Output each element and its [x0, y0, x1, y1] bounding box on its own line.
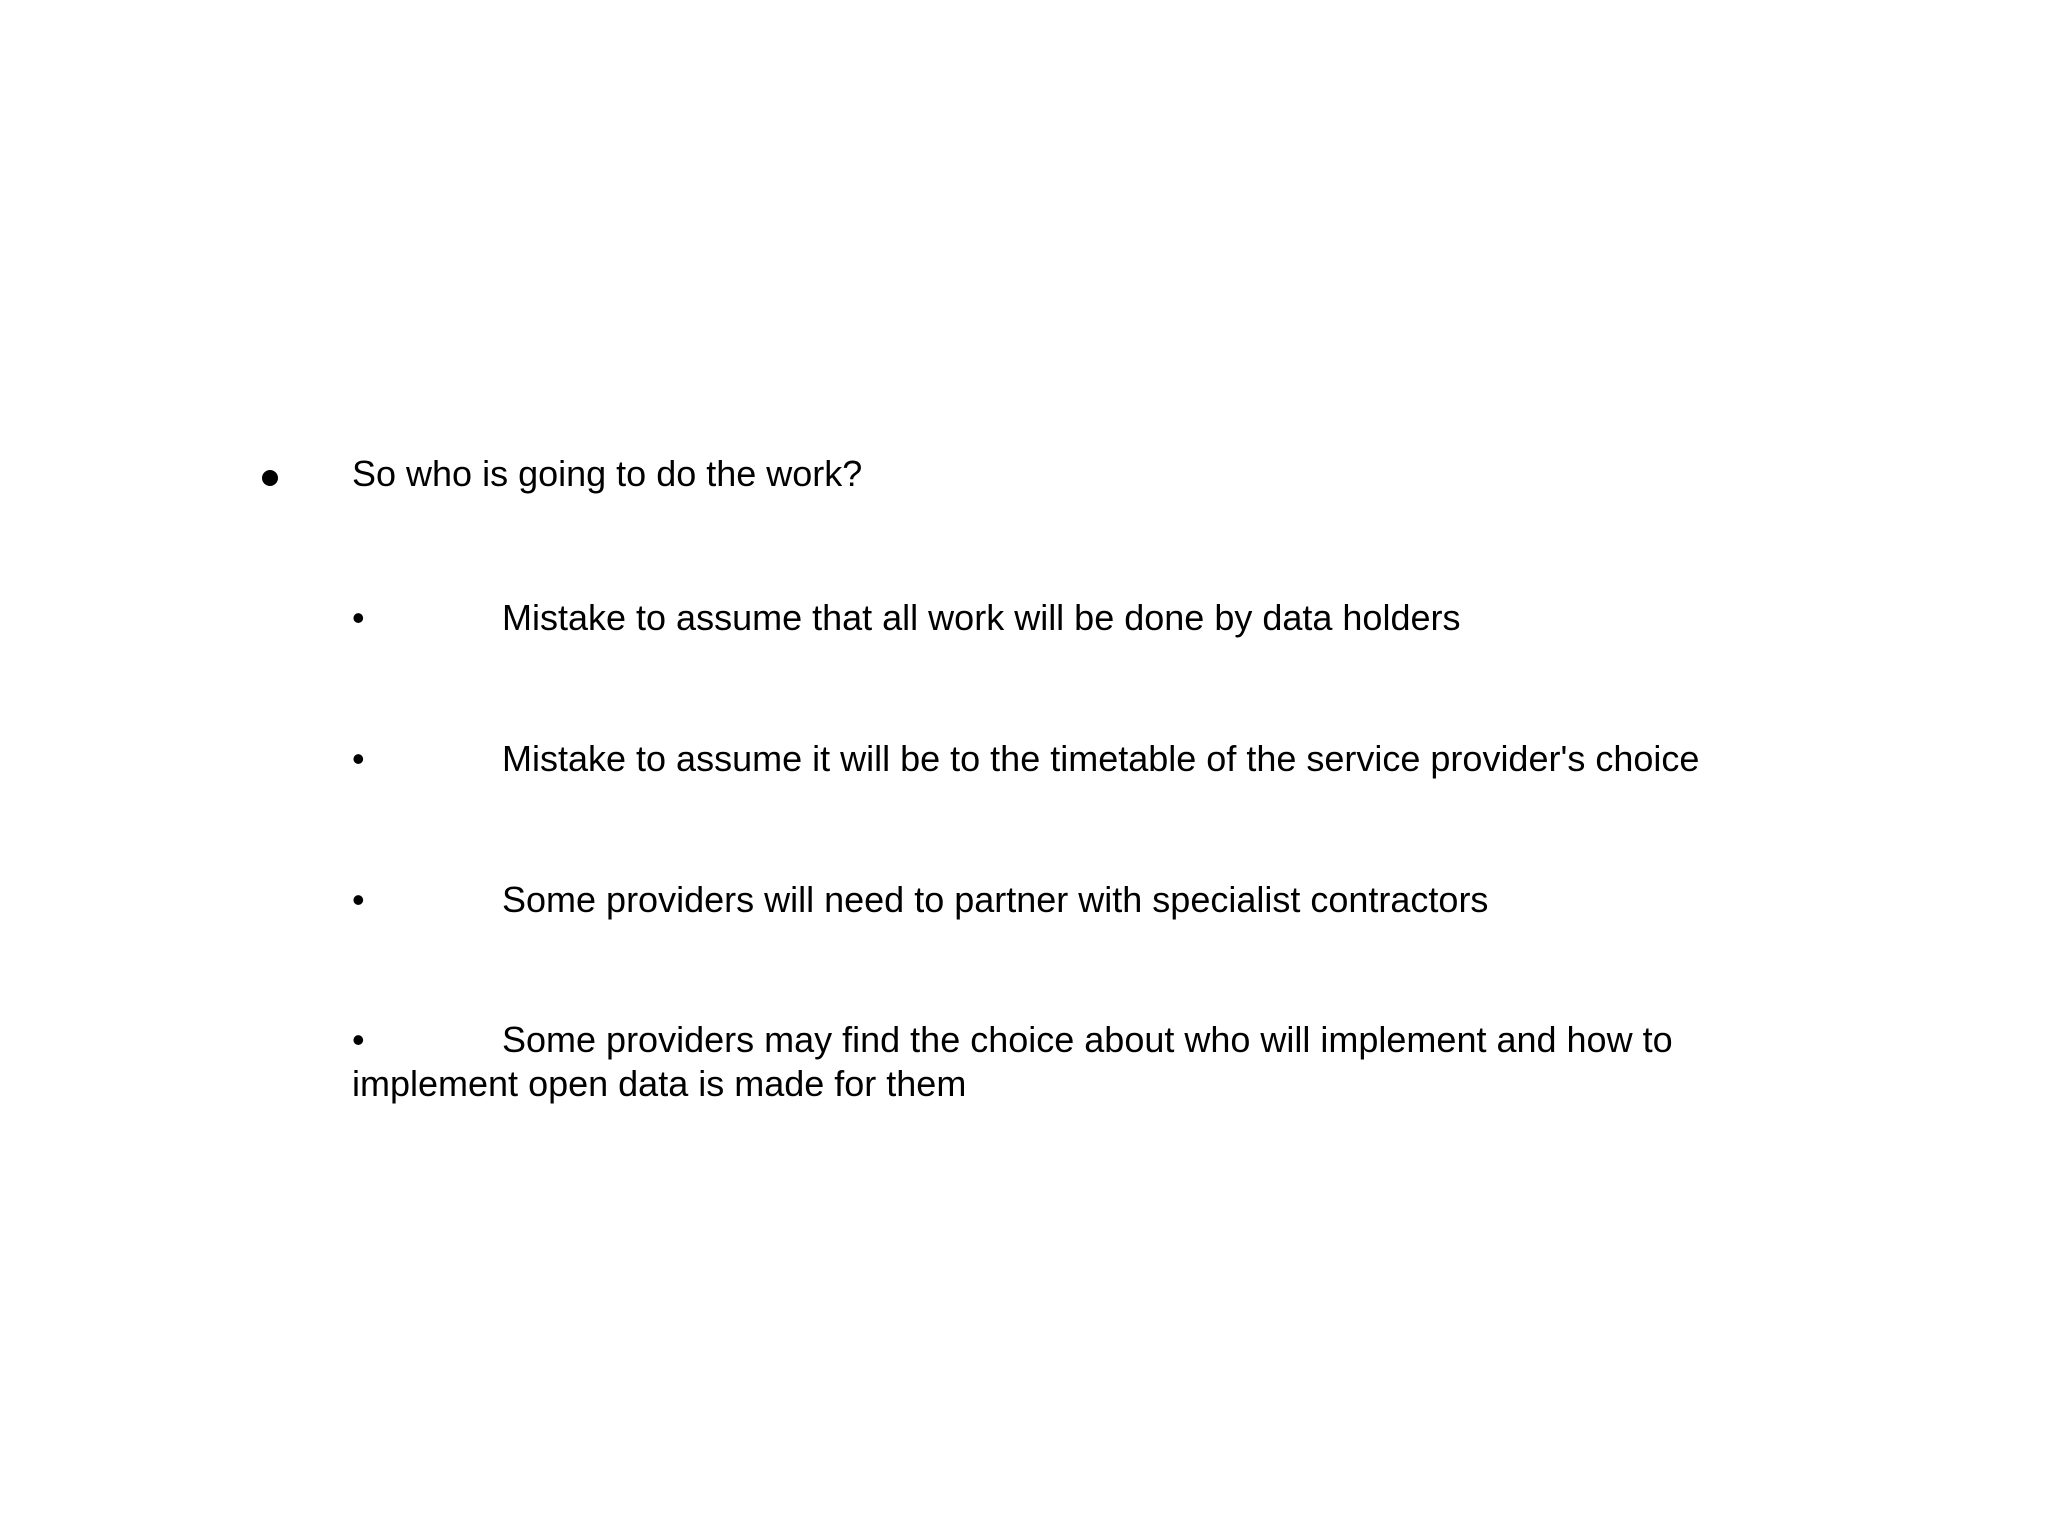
small-dot-bullet-icon: • [352, 879, 365, 920]
sub-bullet-text: Some providers may find the choice about who will implement and how to implement open data is made for them [352, 1019, 1673, 1104]
sub-bullet-item [352, 596, 1772, 640]
sub-bullet-text: Mistake to assume that all work will be done by data holders [502, 597, 1461, 638]
sub-bullet-item [352, 1018, 1772, 1106]
small-dot-bullet-icon: • [352, 1019, 365, 1060]
sub-bullet-text: Mistake to assume it will be to the timetable of the service provider's choice [502, 738, 1700, 779]
small-dot-bullet-icon: • [352, 597, 365, 638]
sub-bullet-item [352, 737, 1772, 781]
small-dot-bullet-icon: • [352, 738, 365, 779]
main-bullet-text: So who is going to do the work? [352, 453, 863, 494]
sub-bullet-text: Some providers will need to partner with specialist contractors [502, 879, 1489, 920]
sub-bullet-item [352, 878, 1772, 922]
filled-circle-bullet-icon [262, 470, 278, 486]
